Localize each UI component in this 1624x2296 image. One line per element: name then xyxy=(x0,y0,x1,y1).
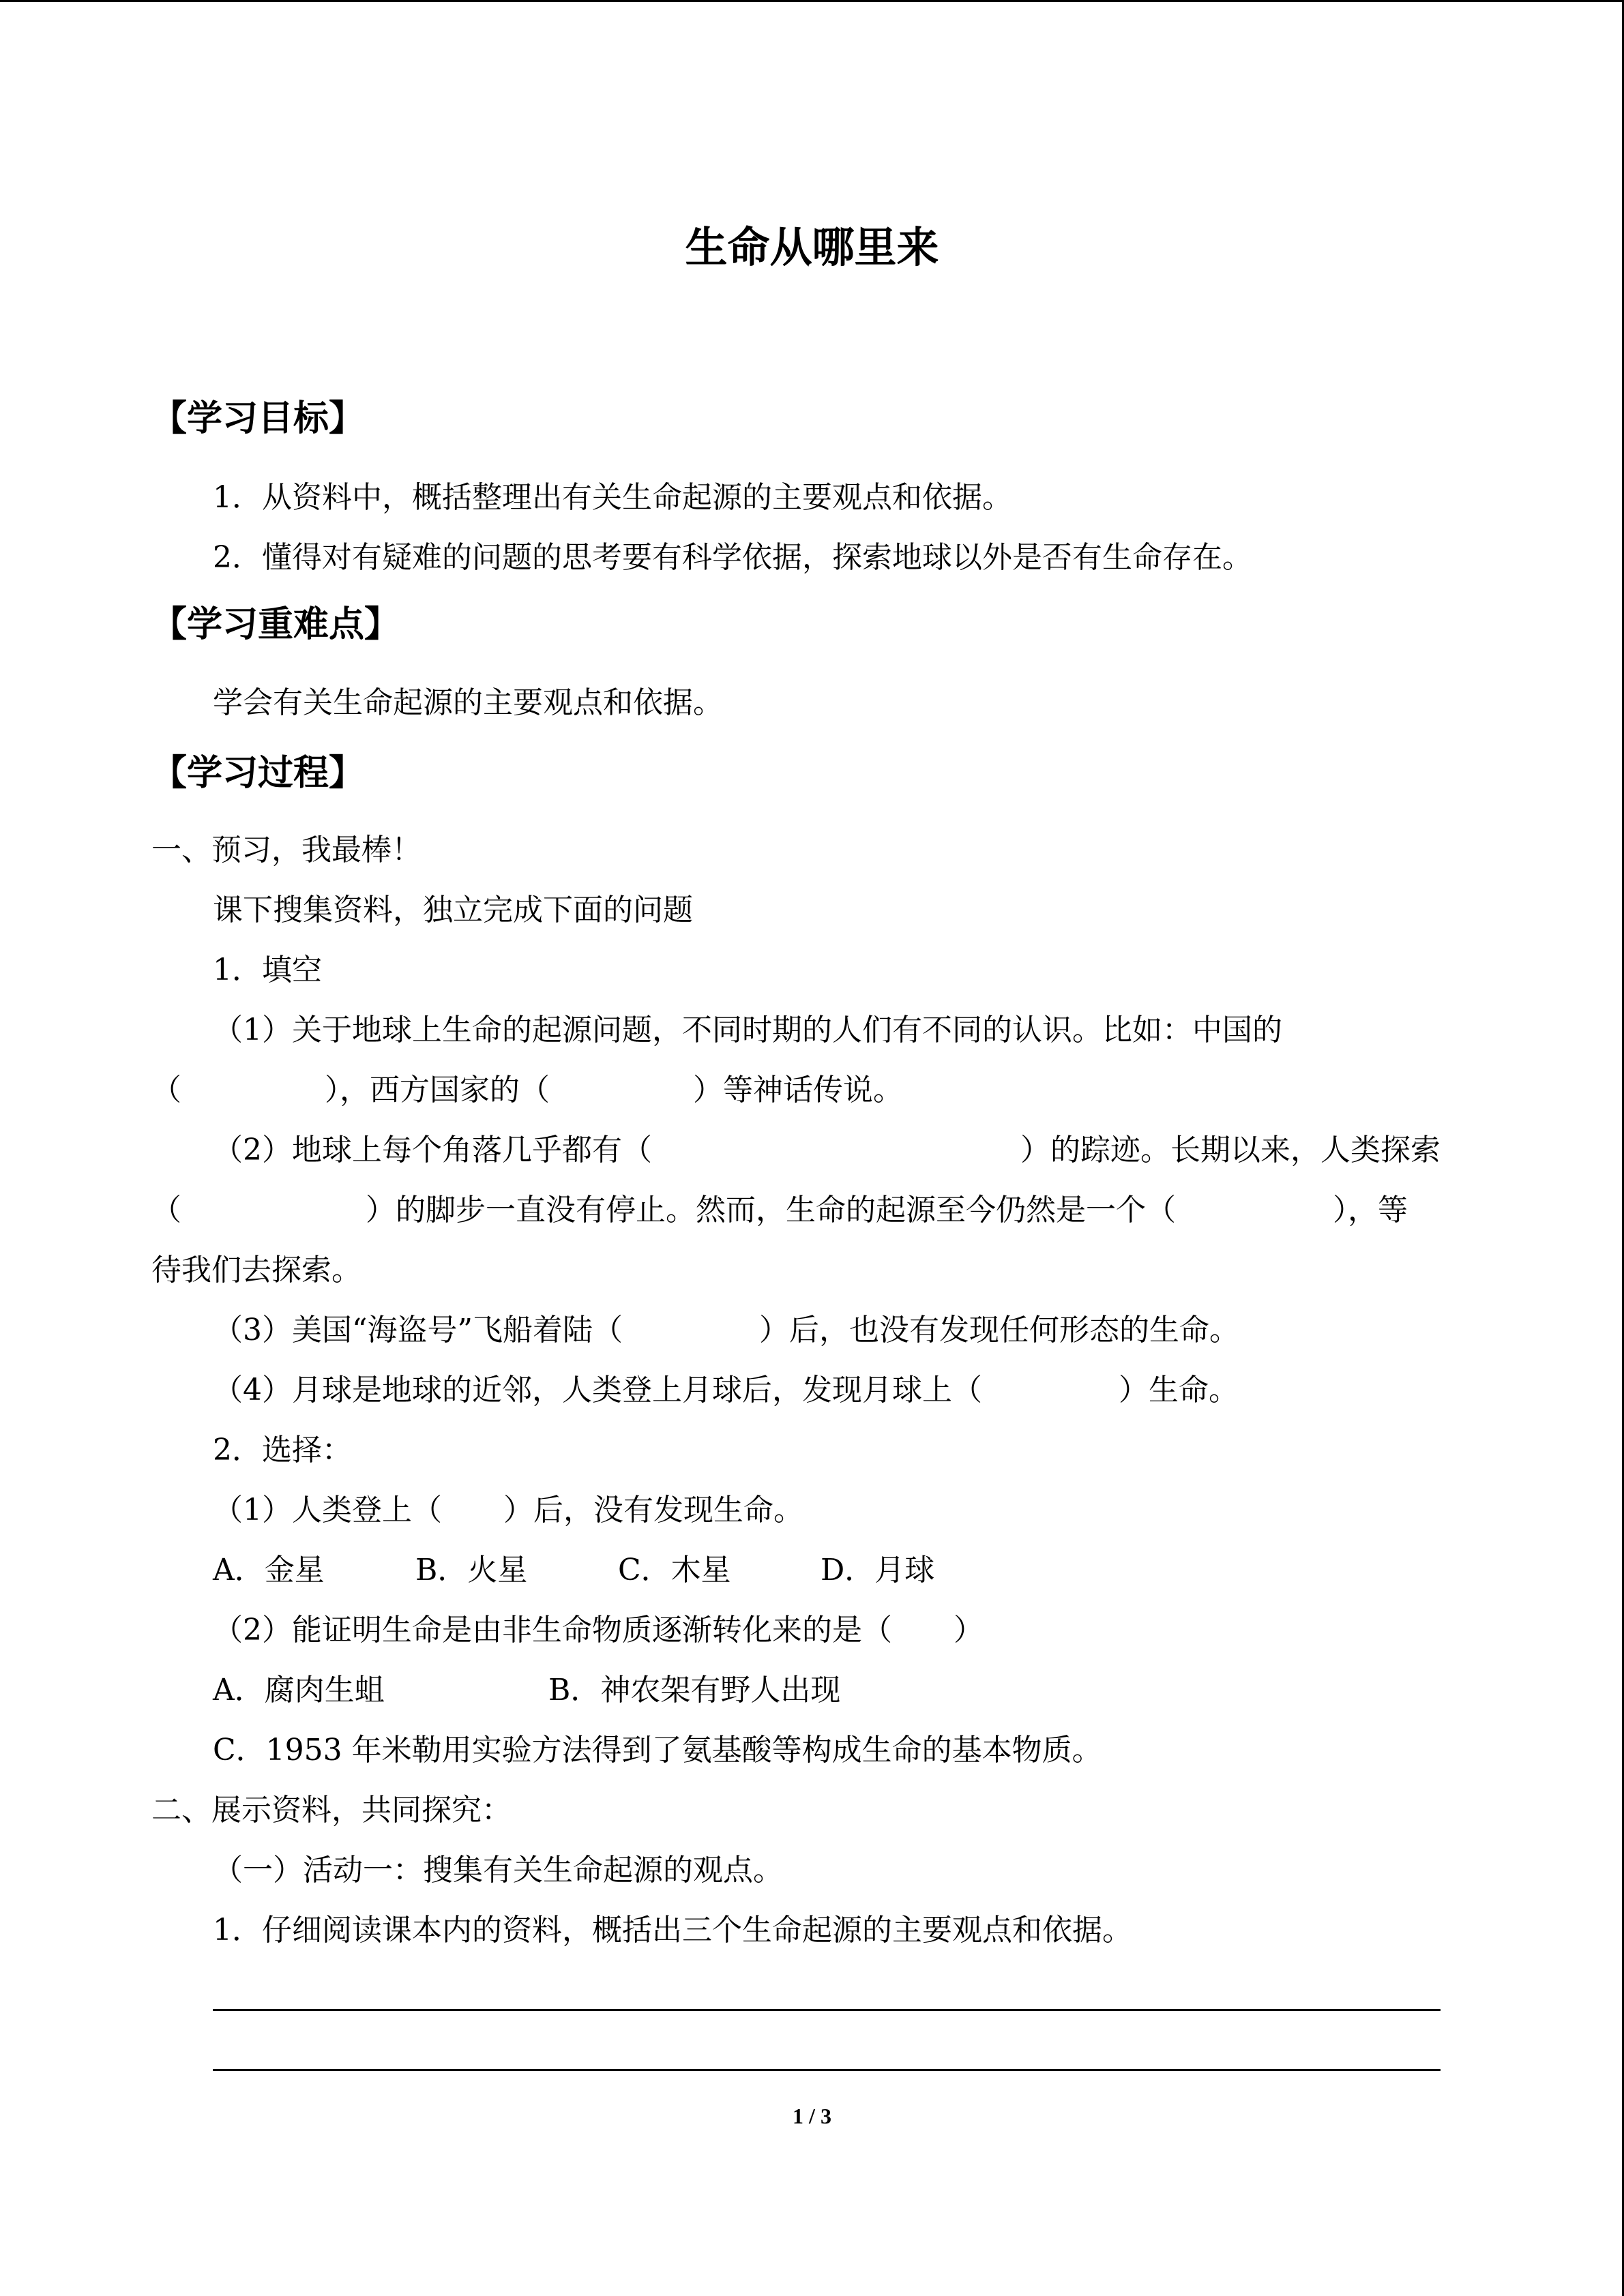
choice-q1-start: （1）人类登上（ xyxy=(213,1493,442,1527)
fill-q2-mid: ）的脚步一直没有停止。然而，生命的起源至今仍然是一个（ xyxy=(366,1193,1176,1227)
fill-q2-line3: 待我们去探索。 xyxy=(151,1253,361,1287)
choice-title: 2．选择： xyxy=(213,1433,352,1467)
fill-q4-start: （4）月球是地球的近邻，人类登上月球后，发现月球上（ xyxy=(213,1373,982,1407)
choice-q1-option-d[interactable]: D．月球 xyxy=(821,1553,935,1587)
fill-q2-open: （ xyxy=(151,1193,181,1227)
choice-q1-option-a[interactable]: A．金星 xyxy=(213,1553,325,1587)
fill-blank-title: 1．填空 xyxy=(213,953,322,987)
choice-q1-option-c[interactable]: C．木星 xyxy=(618,1553,731,1587)
fill-q4-line xyxy=(213,1370,1239,1411)
choice-q1-option-b[interactable]: B．火星 xyxy=(415,1553,528,1587)
fill-q3-line xyxy=(213,1310,1239,1351)
part1-intro: 课下搜集资料，独立完成下面的问题 xyxy=(213,893,693,927)
choice-q2-start: （2）能证明生命是由非生命物质逐渐转化来的是（ xyxy=(213,1613,892,1648)
activity1-title: （一）活动一：搜集有关生命起源的观点。 xyxy=(213,1853,783,1888)
part1-title: 一、预习，我最棒！ xyxy=(151,833,422,867)
page-title: 生命从哪里来 xyxy=(685,222,939,272)
fill-q1-line2 xyxy=(151,1070,903,1111)
fill-q2-line2 xyxy=(151,1190,1408,1231)
page-number: 1 / 3 xyxy=(793,2104,831,2128)
choice-q1-line xyxy=(213,1490,803,1531)
fill-q2-line1 xyxy=(213,1130,1441,1171)
heading-key-points: 【学习重难点】 xyxy=(151,604,400,645)
goal-item-2: 2．懂得对有疑难的问题的思考要有科学依据，探索地球以外是否有生命存在。 xyxy=(213,540,1252,575)
answer-line[interactable] xyxy=(213,2069,1441,2071)
choice-q2-option-a[interactable]: A．腐肉生蛆 xyxy=(213,1673,385,1708)
fill-q2-end: ），等 xyxy=(1333,1193,1408,1227)
choice-q1-options xyxy=(213,1550,934,1591)
answer-line[interactable] xyxy=(213,2009,1441,2011)
choice-q2-option-c[interactable]: C．1953 年米勒用实验方法得到了氨基酸等构成生命的基本物质。 xyxy=(213,1733,1102,1768)
activity1-question: 1．仔细阅读课本内的资料，概括出三个生命起源的主要观点和依据。 xyxy=(213,1913,1132,1948)
heading-learning-goals: 【学习目标】 xyxy=(151,398,365,439)
fill-q1-line1: （1）关于地球上生命的起源问题，不同时期的人们有不同的认识。比如：中国的 xyxy=(213,1013,1282,1047)
choice-q2-end: ） xyxy=(954,1613,984,1648)
heading-learning-process: 【学习过程】 xyxy=(151,753,365,794)
fill-q3-start: （3）美国“海盗号”飞船着陆（ xyxy=(213,1313,623,1347)
fill-q2-rest: ）的踪迹。长期以来，人类探索 xyxy=(1020,1133,1441,1167)
fill-q1-mid: ），西方国家的（ xyxy=(325,1073,550,1107)
part2-title: 二、展示资料，共同探究： xyxy=(151,1793,512,1828)
fill-q4-end: ）生命。 xyxy=(1119,1373,1239,1407)
key-point-item: 学会有关生命起源的主要观点和依据。 xyxy=(213,685,723,720)
goal-item-1: 1．从资料中，概括整理出有关生命起源的主要观点和依据。 xyxy=(213,480,1012,515)
choice-q2-line xyxy=(213,1610,984,1651)
fill-q1-open: （ xyxy=(151,1073,181,1107)
choice-q1-end: ）后，没有发现生命。 xyxy=(503,1493,803,1527)
fill-q2-start: （2）地球上每个角落几乎都有（ xyxy=(213,1133,652,1167)
fill-q3-end: ）后，也没有发现任何形态的生命。 xyxy=(758,1313,1239,1347)
fill-q1-end: ）等神话传说。 xyxy=(693,1073,903,1107)
choice-q2-option-b[interactable]: B．神农架有野人出现 xyxy=(548,1673,841,1708)
choice-q2-options xyxy=(213,1670,840,1711)
